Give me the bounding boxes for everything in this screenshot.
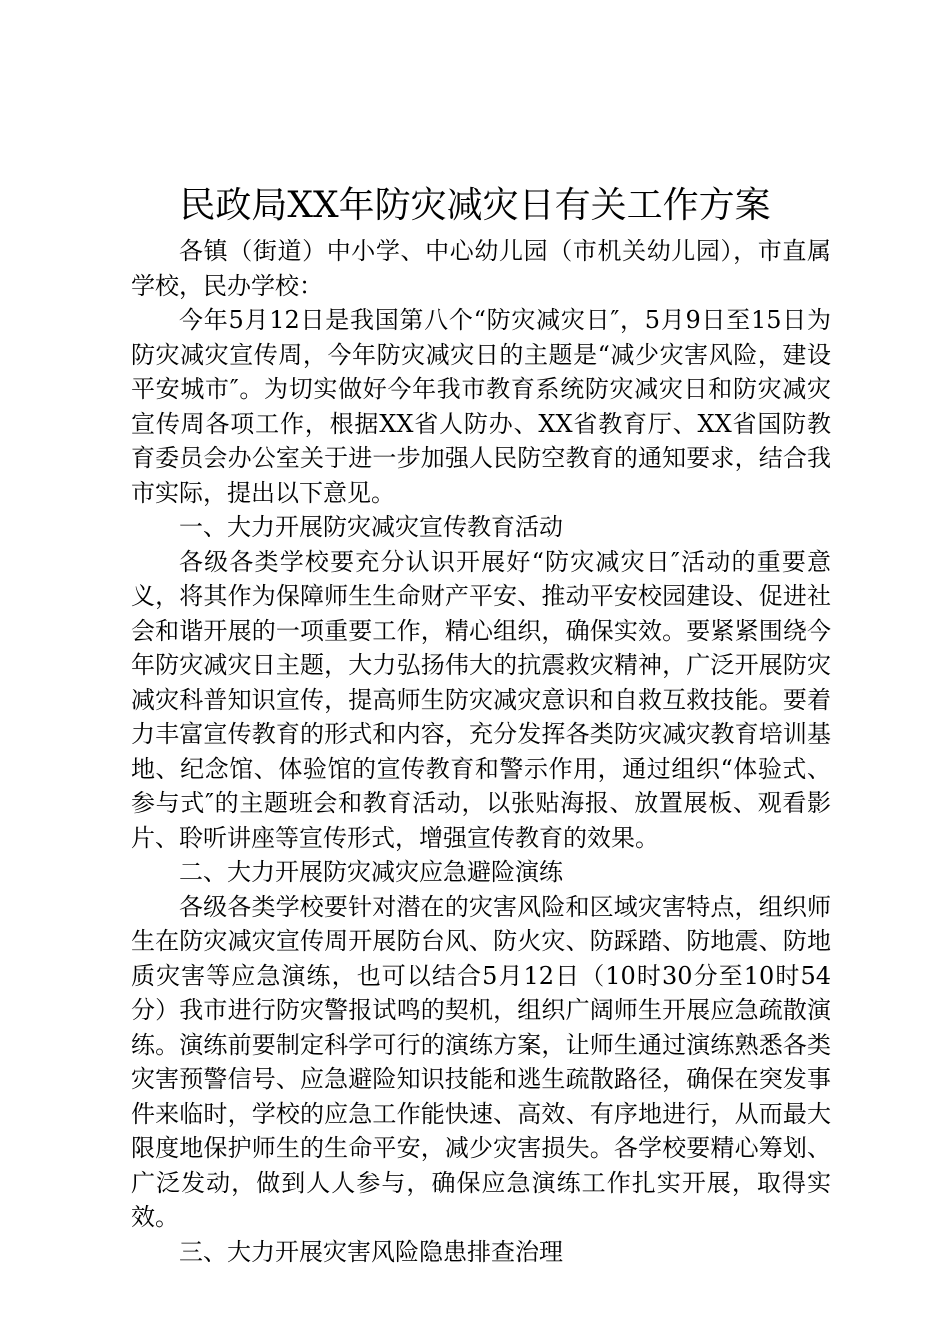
section-heading-1: 一、大力开展防灾减灾宣传教育活动 bbox=[179, 513, 563, 541]
section-heading-3: 三、大力开展灾害风险隐患排查治理 bbox=[179, 1237, 563, 1266]
salutation-paragraph: 各镇（街道）中小学、中心幼儿园（市机关幼儿园），市直属学校，民办学校： bbox=[131, 237, 831, 300]
document-body bbox=[131, 234, 831, 1269]
intro-paragraph: 今年5月12日是我国第八个“防灾减灾日″，5月9日至15日为防灾减灾宣传周，今年防灾减灾日的主题是“减少灾害风险，建设平安城市″。为切实做好今年我市教育系统防灾减灾日和防灾减灾宣传周各项工作，根据XX省人防办、XX省教育厅、XX省国防教育委员会办公室关于进一步加强人民防空教育的通知要求，结合我市实际，提出以下意见。 bbox=[131, 306, 831, 507]
section-body-2: 各级各类学校要针对潜在的灾害风险和区域灾害特点，组织师生在防灾减灾宣传周开展防台风、防火灾、防踩踏、防地震、防地质灾害等应急演练，也可以结合5月12日（10时30分至10时54分）我市进行防灾警报试鸣的契机，组织广阔师生开展应急疏散演练。演练前要制定科学可行的演练方案，让师生通过演练熟悉各类灾害预警信号、应急避险知识技能和逃生疏散路径，确保在突发事件来临时，学校的应急工作能快速、高效、有序地进行，从而最大限度地保护师生的生命平安，减少灾害损失。各学校要精心筹划、广泛发动，做到人人参与，确保应急演练工作扎实开展，取得实效。 bbox=[131, 892, 831, 1231]
document-title: 民政局XX年防灾减灾日有关工作方案 bbox=[179, 185, 771, 226]
section-body-1: 各级各类学校要充分认识开展好“防灾减灾日″活动的重要意义，将其作为保障师生生命财产平安、推动平安校园建设、促进社会和谐开展的一项重要工作，精心组织，确保实效。要紧紧围绕今年防灾减灾日主题，大力弘扬伟大的抗震救灾精神，广泛开展防灾减灾科普知识宣传，提高师生防灾减灾意识和自救互救技能。要着力丰富宣传教育的形式和内容，充分发挥各类防灾减灾教育培训基地、纪念馆、体验馆的宣传教育和警示作用，通过组织“体验式、参与式″的主题班会和教育活动，以张贴海报、放置展板、观看影片、聆听讲座等宣传形式，增强宣传教育的效果。 bbox=[131, 547, 831, 852]
section-heading-2: 二、大力开展防灾减灾应急避险演练 bbox=[179, 858, 563, 886]
